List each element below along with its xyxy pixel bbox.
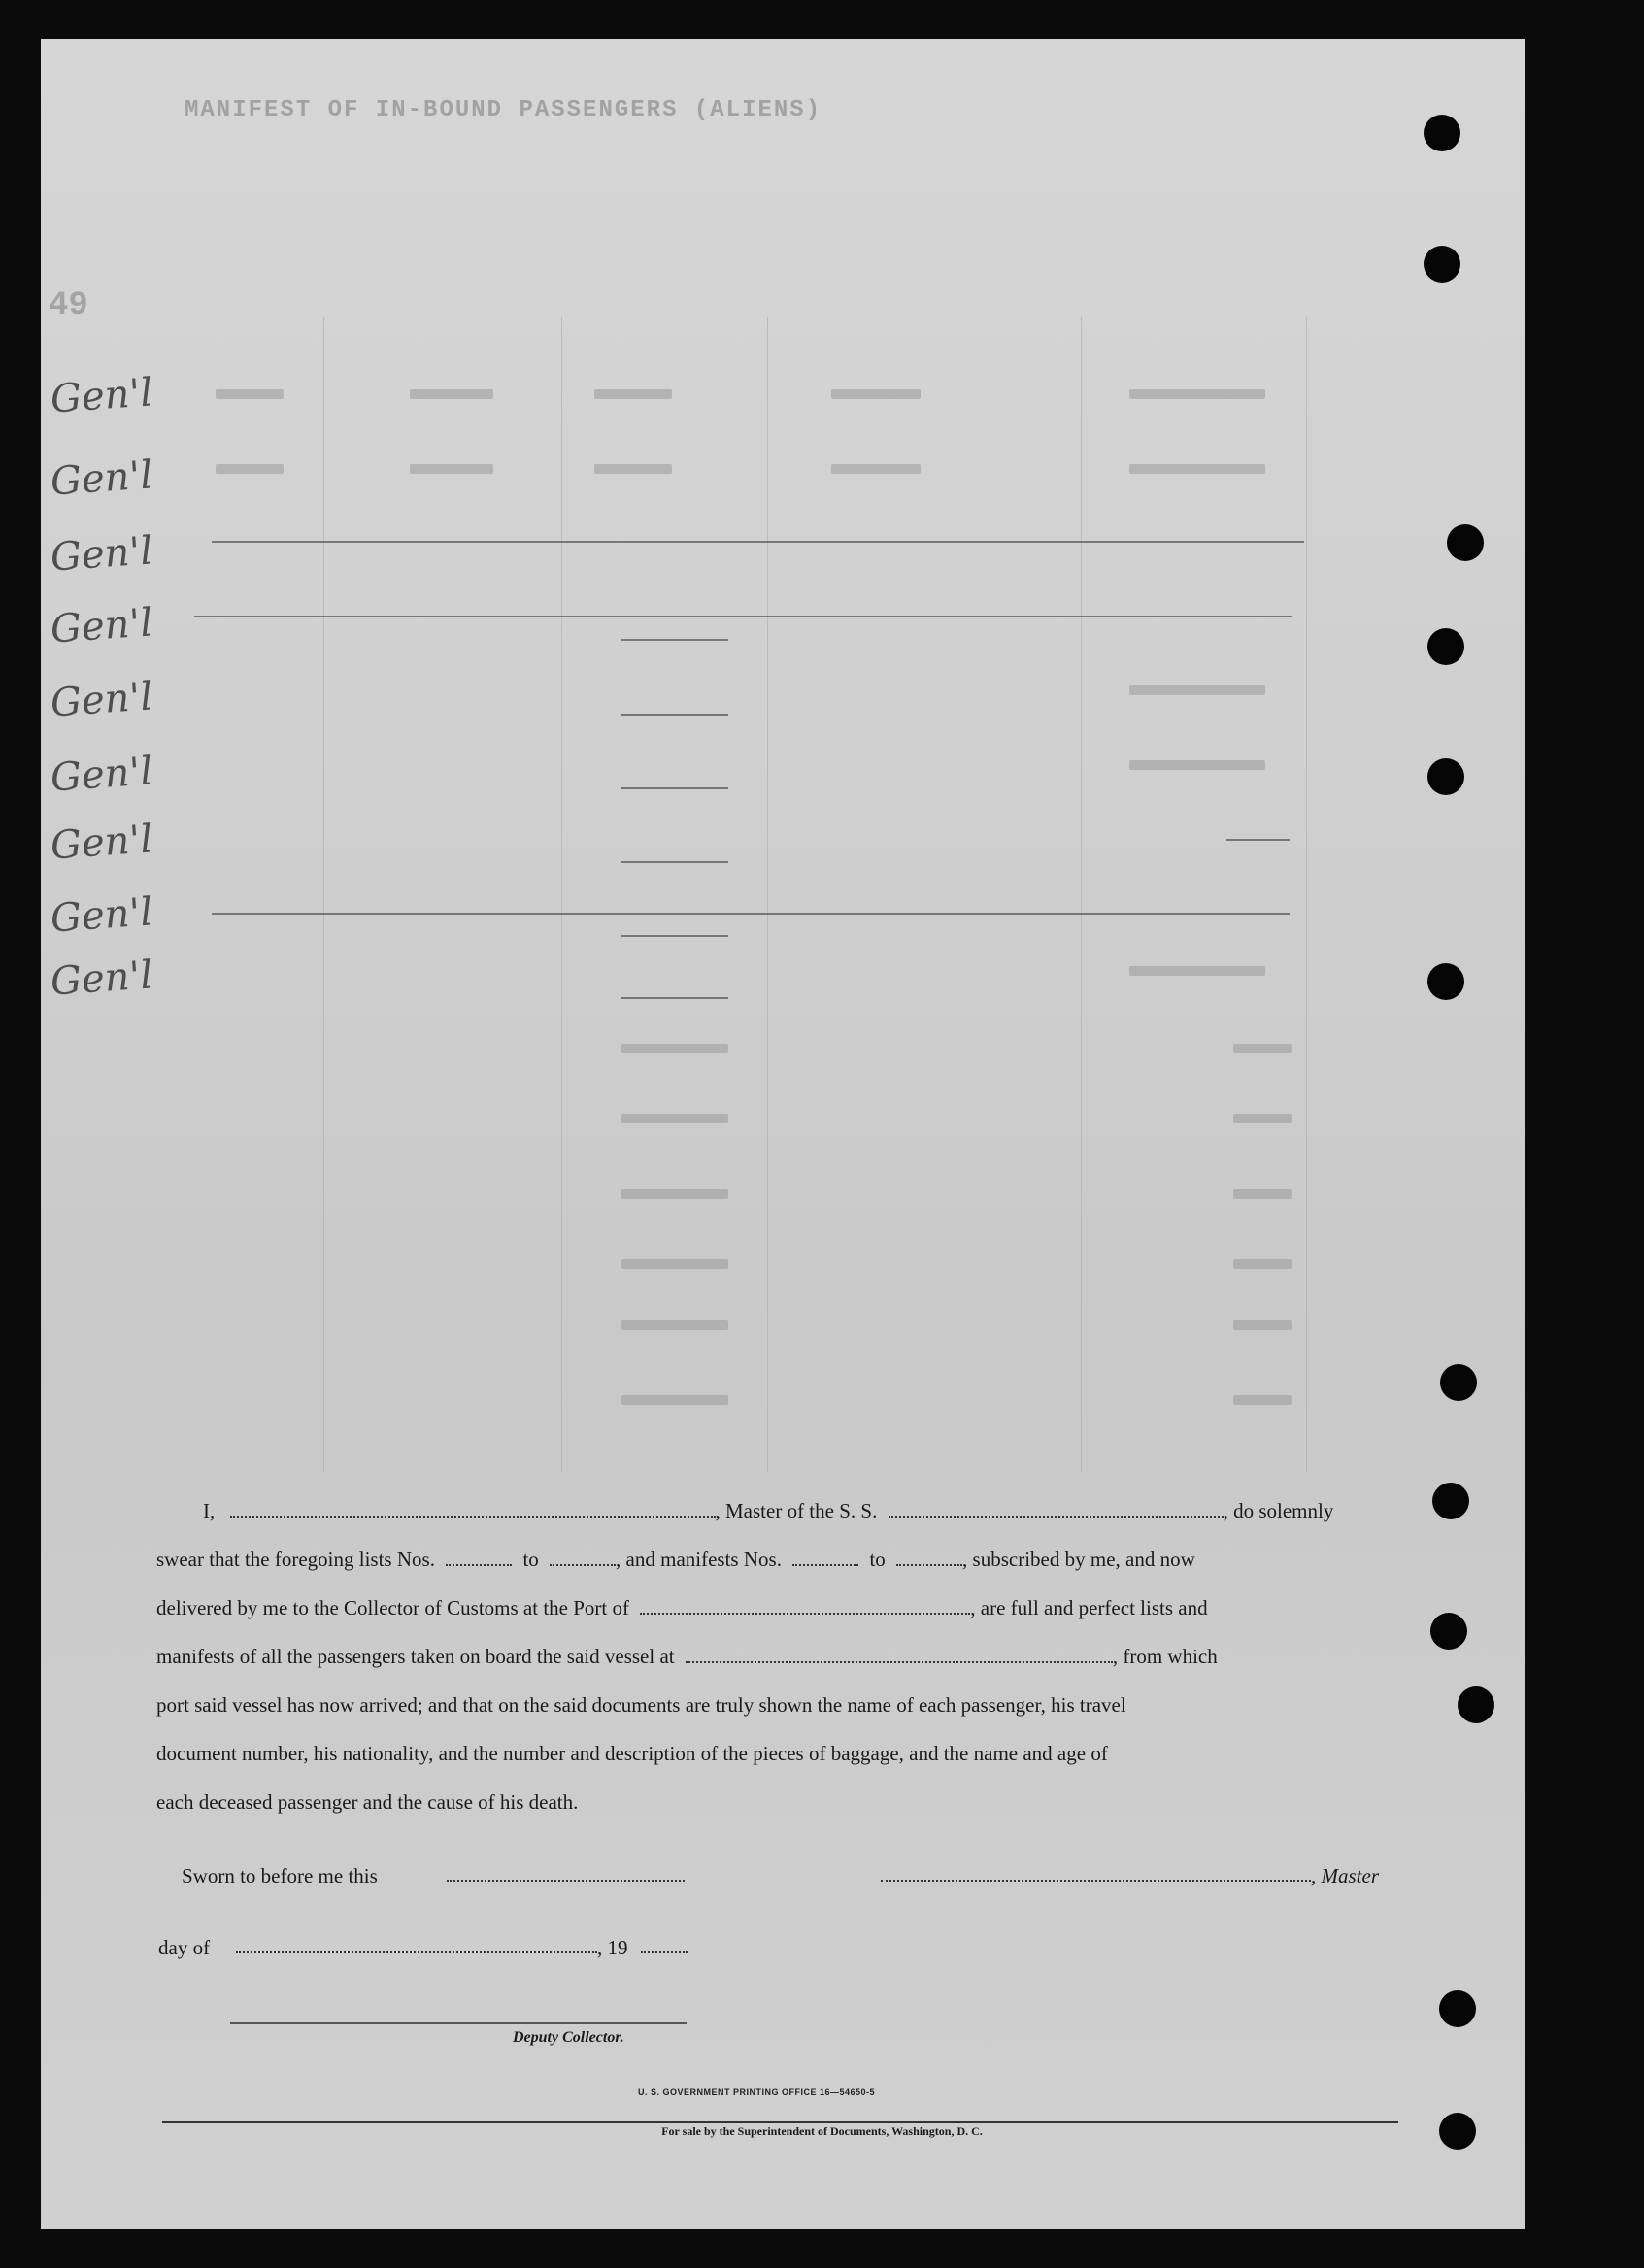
sworn-date-blank[interactable] (447, 1880, 685, 1882)
table-cell-smudge (831, 464, 921, 474)
table-cell-smudge (1129, 464, 1265, 474)
table-cell-smudge (621, 1189, 728, 1199)
footer-rule (162, 2121, 1398, 2123)
port-of-blank[interactable] (640, 1599, 970, 1615)
oath-line-1 (156, 1499, 1399, 1523)
master-signature-label: , Master (1311, 1864, 1379, 1887)
oath-line-4 (156, 1645, 1399, 1669)
table-cell-smudge (410, 464, 493, 474)
oath-text: I, (203, 1499, 216, 1522)
manifest-from-blank[interactable] (792, 1551, 858, 1566)
table-cell-smudge (1233, 1320, 1292, 1330)
oath-text: manifests of all the passengers taken on board the said vessel at (156, 1645, 675, 1668)
struck-row-line (621, 714, 728, 716)
oath-text: , and manifests Nos. (616, 1548, 782, 1571)
embarkation-port-blank[interactable] (686, 1648, 1113, 1663)
oath-text: , do solemnly (1223, 1499, 1334, 1522)
table-cell-smudge (1233, 1189, 1292, 1199)
binder-hole (1427, 628, 1464, 665)
table-cell-smudge (1233, 1114, 1292, 1123)
binder-hole (1424, 246, 1460, 283)
table-column-rule (1306, 317, 1307, 1472)
oath-text: swear that the foregoing lists Nos. (156, 1548, 435, 1571)
table-cell-smudge (621, 1114, 728, 1123)
list-from-blank[interactable] (446, 1551, 512, 1566)
master-name-blank[interactable] (230, 1502, 716, 1518)
struck-row-line (621, 935, 728, 937)
oath-line-7: each deceased passenger and the cause of his death. (156, 1790, 579, 1814)
oath-line-5: port said vessel has now arrived; and that on the said documents are truly shown the name of each passenger, his travel (156, 1693, 1126, 1717)
struck-row-line (621, 861, 728, 863)
binder-hole (1427, 758, 1464, 795)
struck-row-line (1226, 839, 1290, 841)
table-cell-smudge (1129, 389, 1265, 399)
handwritten-mark: Gen'l (49, 817, 154, 869)
struck-row-line (621, 639, 728, 641)
table-cell-smudge (1233, 1259, 1292, 1269)
struck-row-line (212, 913, 1290, 915)
struck-row-line (194, 616, 1292, 617)
footer-sale-note: For sale by the Superintendent of Documents, Washington, D. C. (661, 2124, 983, 2138)
oath-line-3 (156, 1596, 1399, 1620)
struck-row-line (621, 997, 728, 999)
table-cell-smudge (1233, 1044, 1292, 1053)
handwritten-mark: Gen'l (49, 528, 154, 581)
table-cell-smudge (831, 389, 921, 399)
table-cell-smudge (594, 464, 672, 474)
table-cell-smudge (621, 1320, 728, 1330)
handwritten-mark: Gen'l (49, 370, 154, 422)
year-blank[interactable] (641, 1951, 688, 1953)
handwritten-mark: Gen'l (49, 674, 154, 726)
struck-row-line (621, 787, 728, 789)
binder-hole (1458, 1686, 1494, 1723)
oath-line-6: document number, his nationality, and the number and description of the pieces of baggage, and the name and age of (156, 1742, 1108, 1765)
table-column-rule (767, 317, 768, 1472)
binder-hole (1430, 1613, 1467, 1650)
manifest-sheet (41, 39, 1525, 2229)
deputy-collector-signature-line[interactable] (230, 2022, 687, 2024)
day-of-blank[interactable] (236, 1951, 597, 1953)
oath-line-2 (156, 1548, 1399, 1572)
handwritten-mark: Gen'l (49, 452, 154, 505)
table-cell-smudge (1129, 685, 1265, 695)
binder-hole (1447, 524, 1484, 561)
list-to-blank[interactable] (550, 1551, 616, 1566)
master-signature-blank[interactable] (881, 1880, 1311, 1882)
binder-hole (1432, 1483, 1469, 1519)
table-cell-smudge (216, 389, 284, 399)
oath-text: , subscribed by me, and now (962, 1548, 1195, 1571)
table-cell-smudge (1233, 1395, 1292, 1405)
table-column-rule (323, 317, 324, 1472)
oath-text: to (522, 1548, 539, 1571)
binder-hole (1440, 1364, 1477, 1401)
table-cell-smudge (410, 389, 493, 399)
manifest-to-blank[interactable] (896, 1551, 962, 1566)
table-cell-smudge (594, 389, 672, 399)
oath-text: , from which (1112, 1645, 1218, 1668)
sworn-label: Sworn to before me this (182, 1864, 378, 1887)
year-label: , 19 (597, 1936, 628, 1959)
table-cell-smudge (621, 1259, 728, 1269)
table-cell-smudge (1129, 760, 1265, 770)
ghost-sheet-number: 49 (49, 287, 88, 324)
binder-hole (1424, 115, 1460, 151)
table-cell-smudge (1129, 966, 1265, 976)
handwritten-mark: Gen'l (49, 600, 154, 652)
day-of-label: day of (158, 1936, 211, 1959)
oath-text: to (869, 1548, 886, 1571)
table-cell-smudge (216, 464, 284, 474)
oath-text: , are full and perfect lists and (970, 1596, 1208, 1619)
table-column-rule (1081, 317, 1082, 1472)
ghost-header-title: MANIFEST OF IN-BOUND PASSENGERS (ALIENS) (185, 97, 822, 123)
table-cell-smudge (621, 1395, 728, 1405)
table-column-rule (561, 317, 562, 1472)
struck-row-line (212, 541, 1304, 543)
handwritten-mark: Gen'l (49, 749, 154, 801)
binder-hole (1439, 1990, 1476, 2027)
deputy-collector-caption: Deputy Collector. (513, 2029, 624, 2046)
handwritten-mark: Gen'l (49, 889, 154, 942)
oath-text: delivered by me to the Collector of Customs at the Port of (156, 1596, 629, 1619)
binder-hole (1427, 963, 1464, 1000)
vessel-name-blank[interactable] (889, 1502, 1224, 1518)
printing-office-note: U. S. GOVERNMENT PRINTING OFFICE 16—54650-5 (638, 2087, 876, 2097)
handwritten-mark: Gen'l (49, 952, 154, 1005)
oath-text: , Master of the S. S. (715, 1499, 878, 1522)
table-cell-smudge (621, 1044, 728, 1053)
